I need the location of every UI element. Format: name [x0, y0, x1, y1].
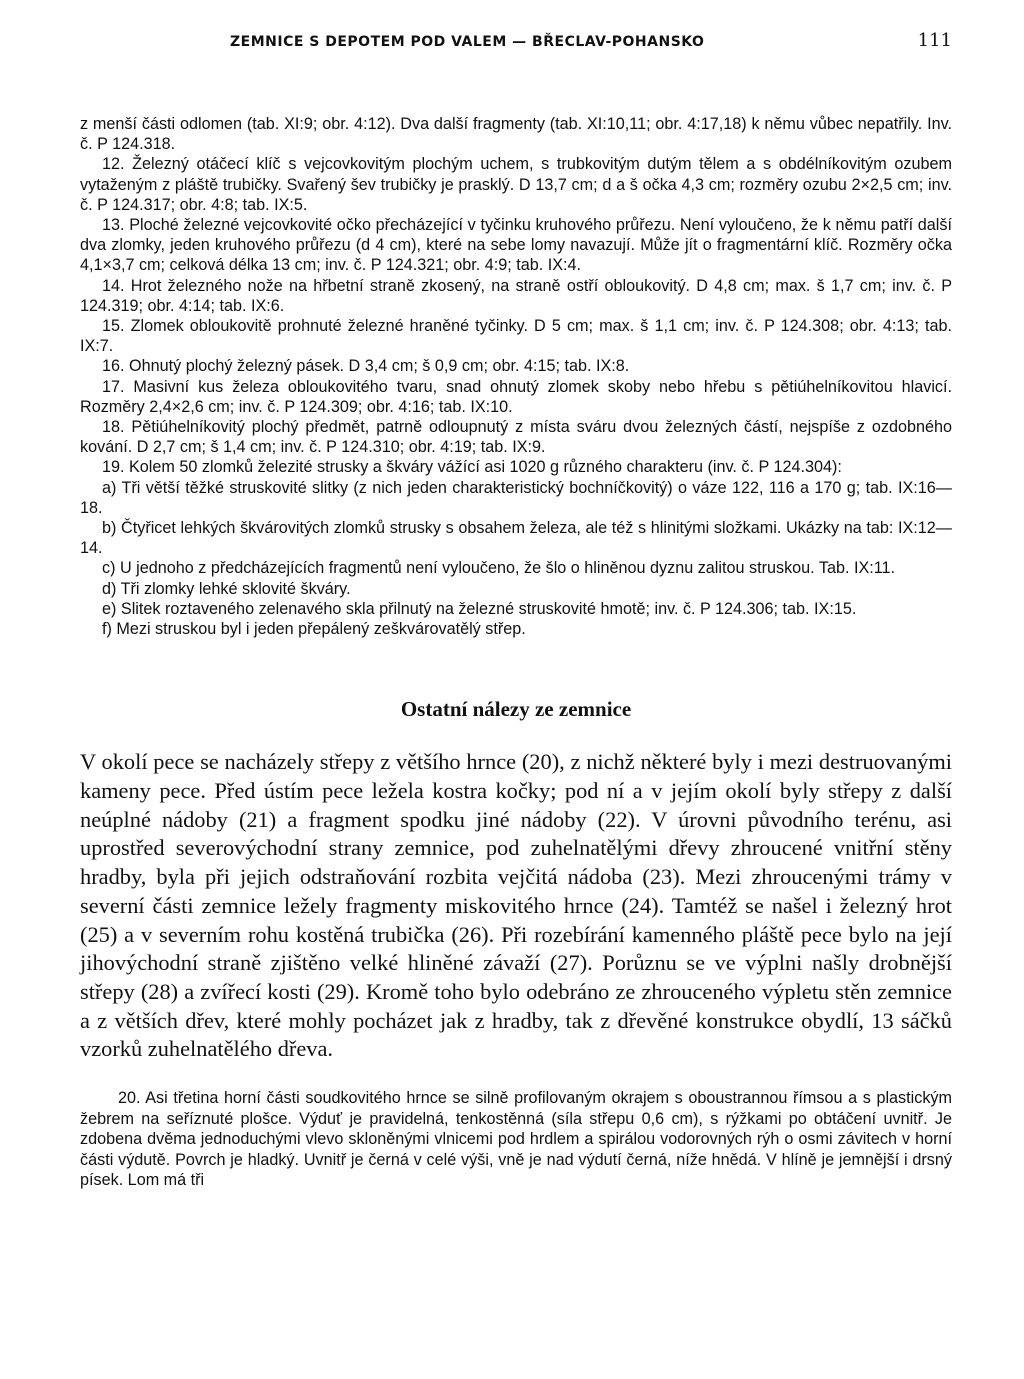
section-heading: Ostatní nálezy ze zemnice: [400, 697, 632, 722]
page-number: 111: [917, 30, 952, 51]
catalog-item-18: 18. Pětiúhelníkovitý plochý předmět, patrně odloupnutý z místa sváru dvou železných částí, nejspíše z ozdobného kování. D 2,7 cm; š 1,4 cm; inv. č. P 124.310; obr. 4:19; tab. IX:9.: [80, 418, 952, 457]
catalog-item-17: 17. Masivní kus železa obloukovitého tvaru, snad ohnutý zlomek skoby nebo hřebu s pětiúhelníkovitou hlavicí. Rozměry 2,4×2,6 cm; inv. č. P 124.309; obr. 4:16; tab. IX:10.: [80, 377, 952, 416]
catalog-subitem-a: a) Tři větší těžké struskovité slitky (z nich jeden charakteristický bochníčkovitý) o váze 122, 116 a 170 g; tab. IX:16—18.: [80, 478, 952, 517]
catalog-item-15: 15. Zlomek obloukovitě prohnuté železné hraněné tyčinky. D 5 cm; max. š 1,1 cm; inv. č. P 124.308; obr. 4:13; tab. IX:7.: [80, 317, 952, 356]
page-header: [80, 28, 952, 62]
section-paragraph: V okolí pece se nacházely střepy z většího hrnce (20), z nichž některé byly i mezi destruovanými kameny pece. Před ústím pece ležela kostra kočky; pod ní a v jejím okolí byly střepy z další neúplné nádoby (21) a fragment spodku jiné nádoby (22). V úrovni původního terénu, asi uprostřed severovýchodní strany zemnice, pod zuhelnatělými dřevy zhroucené vnitřní stěny hradby, byla při jejich odstraňování rozbita vejčitá nádoba (23). Mezi zhroucenými trámy v severní části zemnice ležely fragmenty miskovitého hrnce (24). Tamtéž se našel i železný hrot (25) a v severním rohu kostěná trubička (26). Při rozebírání kamenného pláště pece bylo na její jihovýchodní straně zjištěno velké hliněné závaží (27). Porůznu se ve výplni našly drobnější střepy (28) a zvířecí kosti (29). Kromě toho bylo odebráno ze zhrouceného výpletu stěn zemnice a z větších dřev, které mohly pocházet jak z hradby, tak z dřevěné konstrukce obydlí, 13 sáčků vzorků zuhelnatělého dřeva.: [80, 749, 952, 1062]
catalog-item-16: 16. Ohnutý plochý železný pásek. D 3,4 cm; š 0,9 cm; obr. 4:15; tab. IX:8.: [102, 357, 630, 376]
catalog-subitem-c: c) U jednoho z předcházejících fragmentů není vyloučeno, že šlo o hliněnou dyznu zalitou struskou. Tab. IX:11.: [102, 559, 896, 578]
catalog-item-14: 14. Hrot železného nože na hřbetní straně zkosený, na straně ostří obloukovitý. D 4,8 cm; max. š 1,7 cm; inv. č. P 124.319; obr. 4:14; tab. IX:6.: [80, 276, 952, 315]
catalog-subitem-f: f) Mezi struskou byl i jeden přepálený zeškvárovatělý střep.: [102, 620, 526, 639]
page: [80, 28, 952, 1191]
catalog-items: [80, 114, 952, 639]
running-title: ZEMNICE S DEPOTEM POD VALEM — BŘECLAV-POHANSKO: [230, 34, 705, 50]
section-body: [80, 748, 952, 1064]
catalog-items-continued: [80, 1088, 952, 1191]
catalog-item-13: 13. Ploché železné vejcovkovité očko přecházející v tyčinku kruhového průřezu. Není vyloučeno, že k němu patří další dva zlomky, jeden kruhového průřezu (d 4 cm), které na sebe lomy navazují. Může jít o fragmentární klíč. Rozměry očka 4,1×3,7 cm; celková délka 13 cm; inv. č. P 124.321; obr. 4:9; tab. IX:4.: [80, 216, 952, 275]
catalog-subitem-e: e) Slitek roztaveného zelenavého skla přilnutý na železné struskovité hmotě; inv. č. P 124.306; tab. IX:15.: [102, 599, 857, 618]
catalog-item-19: 19. Kolem 50 zlomků železité strusky a škváry vážící asi 1020 g různého charakteru (inv. č. P 124.304):: [102, 458, 842, 477]
catalog-item-20: 20. Asi třetina horní části soudkovitého hrnce se silně profilovaným okrajem s oboustrannou římsou a s plastickým žebrem na seříznuté plošce. Výduť je pravidelná, tenkostěnná (síla střepu 0,6 cm), s rýžkami po obtáčení uvnitř. Je zdobena dvěma jednoduchými vlevo skloněnými vlnicemi pod hrdlem a spirálou vodorovných rýh o osmi závitech v horní části výdutě. Povrch je hladký. Uvnitř je černá v celé výši, vně je nad výdutí černá, níže hnědá. V hlíně je jemnější i drsný písek. Lom má tři: [80, 1089, 952, 1190]
catalog-item-12: 12. Železný otáčecí klíč s vejcovkovitým plochým uchem, s trubkovitým dutým tělem a s obdélníkovitým ozubem vytaženým z pláště trubičky. Svařený šev trubičky je prasklý. D 13,7 cm; d a š očka 4,3 cm; rozměry ozubu 2×2,5 cm; inv. č. P 124.317; obr. 4:8; tab. IX:5.: [80, 155, 952, 214]
catalog-subitem-d: d) Tři zlomky lehké sklovité škváry.: [102, 579, 351, 598]
catalog-subitem-b: b) Čtyřicet lehkých škvárovitých zlomků strusky s obsahem železa, ale též s hlinitými složkami. Ukázky na tab: IX:12—14.: [80, 519, 952, 558]
catalog-item-continuation: z menší části odlomen (tab. XI:9; obr. 4:12). Dva další fragmenty (tab. XI:10,11; obr. 4:17,18) k němu vůbec nepatřily. Inv. č. P 124.318.: [80, 115, 952, 154]
